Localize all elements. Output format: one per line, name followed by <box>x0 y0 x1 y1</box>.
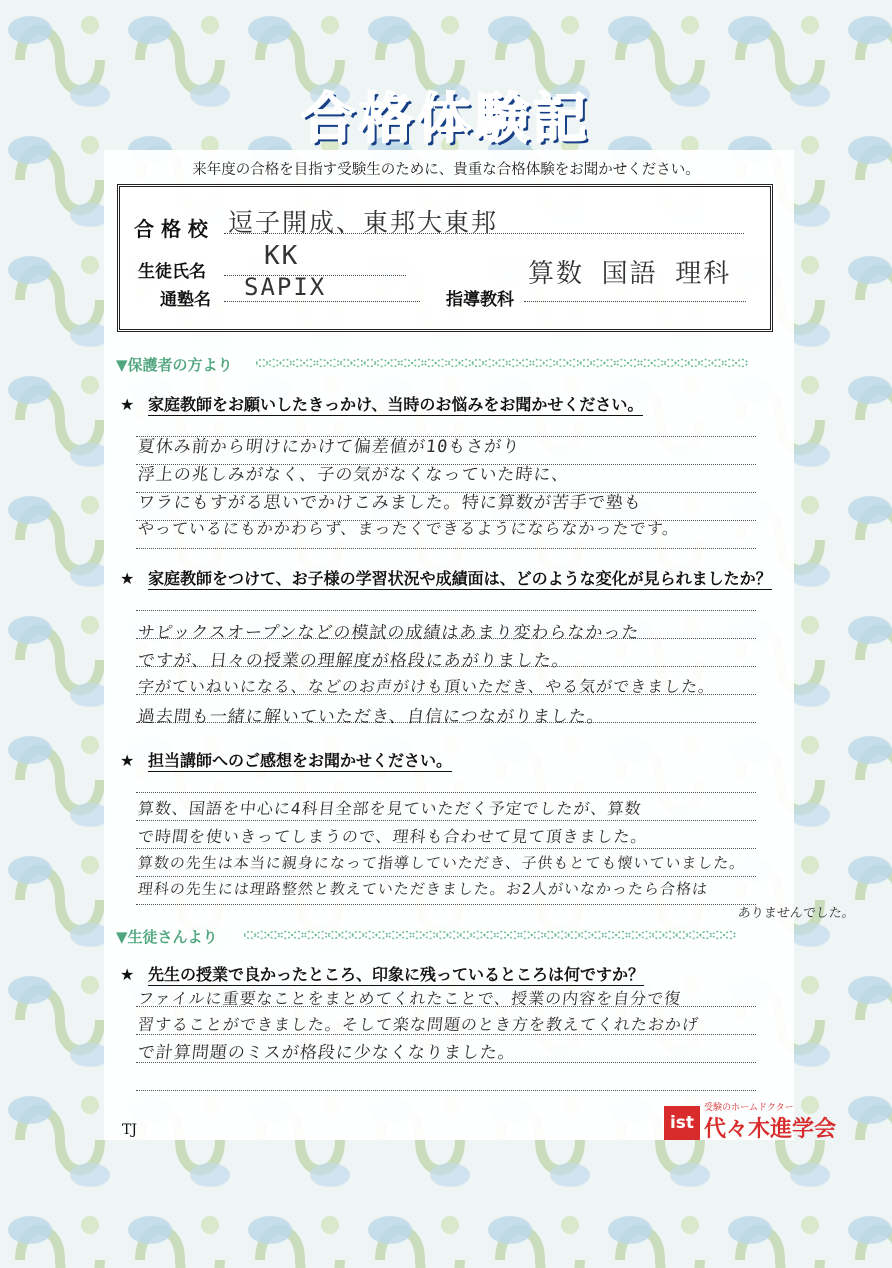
answer-rule <box>136 848 756 849</box>
star-icon: ★ <box>120 569 135 588</box>
subjects-underline <box>524 301 746 302</box>
logo-tagline: 受験のホームドクター <box>704 1103 794 1113</box>
question-2 <box>120 566 772 589</box>
answer-3-line-1: 算数、国語を中心に4科目全部を見ていただく予定でしたが、算数 <box>136 799 643 818</box>
student-name-label: 生徒氏名 <box>138 262 206 282</box>
company-logo <box>664 1100 854 1144</box>
answer-2-line-4: 過去問も一緒に解いていただき、自信につながりました。 <box>136 707 606 727</box>
answer-1-line-3: ワラにもすがる思いでかけこみました。特に算数が苦手で塾も <box>136 493 643 513</box>
question-3 <box>120 748 452 771</box>
question-1-text: 家庭教師をお願いしたきっかけ、当時のお悩みをお聞かせください。 <box>148 395 644 414</box>
school-label: 合 格 校 <box>134 217 208 241</box>
school-underline <box>224 233 744 234</box>
answer-rule <box>136 820 756 821</box>
question-1 <box>120 392 643 415</box>
student-name-value: KK <box>264 241 300 271</box>
question-2-text: 家庭教師をつけて、お子様の学習状況や成績面は、どのような変化が見られましたか？ <box>148 569 772 588</box>
answer-1-line-1: 夏休み前から明けにかけて偏差値が10もさがり <box>136 437 522 457</box>
section-parent-decoration <box>256 356 756 370</box>
answer-4-line-3: で計算問題のミスが格段に少なくなりました。 <box>136 1043 517 1063</box>
answer-rule <box>136 792 756 793</box>
answer-rule <box>136 1090 756 1091</box>
subjects-label: 指導教科 <box>446 290 514 310</box>
info-box <box>117 184 773 332</box>
star-icon: ★ <box>120 965 135 984</box>
question-4-text: 先生の授業で良かったところ、印象に残っているところは何ですか？ <box>148 965 645 984</box>
answer-rule <box>136 548 756 549</box>
page-subtitle: 来年度の合格を目指す受験生のために、貴重な合格体験をお聞かせください。 <box>192 162 700 178</box>
answer-3-line-3: 算数の先生は本当に親身になって指導していただき、子供もとても懐いていました。 <box>137 854 747 872</box>
answer-rule <box>136 904 756 905</box>
question-3-text: 担当講師へのご感想をお聞かせください。 <box>148 751 453 770</box>
answer-3-line-4: 理科の先生には理路整然と教えていただきました。お2人がいなかったら合格は <box>137 880 709 898</box>
cram-school-label: 通塾名 <box>160 290 211 310</box>
logo-name: 代々木進学会 <box>704 1117 837 1142</box>
subjects-value: 算数 国語 理科 <box>528 259 732 289</box>
star-icon: ★ <box>120 751 135 770</box>
logo-badge: ist <box>664 1106 700 1140</box>
answer-rule <box>136 876 756 877</box>
cram-school-underline <box>224 301 420 302</box>
answer-4-line-1: ファイルに重要なことをまとめてくれたことで、授業の内容を自分で復 <box>136 989 683 1008</box>
page-title: 合格体験記 <box>301 87 591 150</box>
answer-2-line-1: サピックスオープンなどの模試の成績はあまり変わらなかった <box>136 623 641 643</box>
answer-1-line-4: やっているにもかかわらず、まったくできるようにならなかったです。 <box>136 519 681 538</box>
answer-3-line-2: で時間を使いきってしまうので、理科も合わせて見て頂きました。 <box>136 827 649 846</box>
answer-2-line-2: ですが、日々の授業の理解度が格段にあがりました。 <box>136 651 571 671</box>
school-value: 逗子開成、東邦大東邦 <box>228 208 499 237</box>
answer-rule <box>136 610 756 611</box>
answer-3-overflow: ありませんでした。 <box>737 906 856 921</box>
cram-school-value: SAPIX <box>244 273 327 301</box>
answer-1-line-2: 浮上の兆しみがなく、子の気がなくなっていた時に、 <box>136 465 571 485</box>
answer-4-line-2: 習することができました。そして楽な問題のとき方を教えてくれたおかげ <box>136 1015 700 1034</box>
section-student-heading: ▼生徒さんより <box>116 928 218 946</box>
section-parent-heading: ▼保護者の方より <box>116 356 233 374</box>
answer-2-line-3: 字がていねいになる、などのお声がけも頂いただき、やる気ができました。 <box>136 677 717 696</box>
footer-code: TJ <box>122 1122 137 1138</box>
section-student-decoration <box>244 928 744 942</box>
star-icon: ★ <box>120 395 135 414</box>
question-4 <box>120 962 644 985</box>
